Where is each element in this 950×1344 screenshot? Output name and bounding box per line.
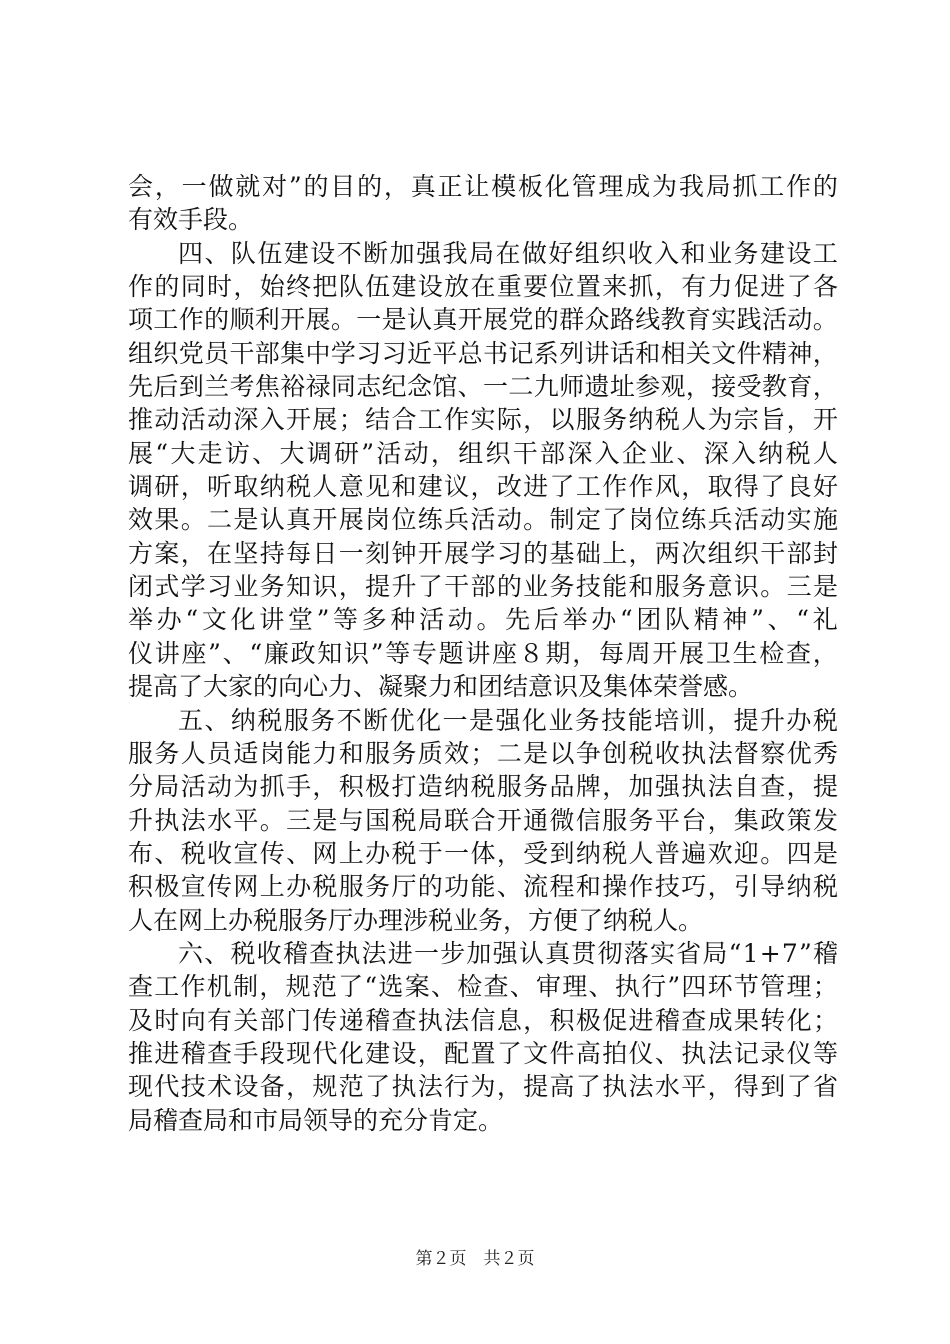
text-line: 人在网上办税服务厅办理涉税业务，方便了纳税人。 bbox=[128, 905, 704, 935]
text-line: 分 局 活 动 为 抓 手 ， 积 极 打 造 纳 税 服 务 品 牌 ， 加 强 执 法 自 查 ， 提 bbox=[128, 772, 838, 802]
text-line: 四 、 队 伍 建 设 不 断 加 强 我 局 在 做 好 组 织 收 入 和 业 务 建 设 工 bbox=[178, 238, 838, 268]
text-line: 项 工 作 的 顺 利 开 展 。 一 是 认 真 开 展 党 的 群 众 路 线 教 育 实 践 活 动 。 bbox=[128, 305, 838, 335]
text-line: 五 、 纳 税 服 务 不 断 优 化 一 是 强 化 业 务 技 能 培 训 ， 提 升 办 税 bbox=[178, 705, 838, 735]
text-line: 调 研 ， 听 取 纳 税 人 意 见 和 建 议 ， 改 进 了 工 作 作 风 ， 取 得 了 良 好 bbox=[128, 472, 838, 502]
text-line: 方 案 ， 在 坚 持 每 日 一 刻 钟 开 展 学 习 的 基 础 上 ， 两 次 组 织 干 部 封 bbox=[128, 538, 838, 568]
text-line: 闭 式 学 习 业 务 知 识 ， 提 升 了 干 部 的 业 务 技 能 和 服 务 意 识 。 三 是 bbox=[128, 572, 838, 602]
text-line: 会 ， 一 做 就 对 ” 的 目 的 ， 真 正 让 模 板 化 管 理 成 为 我 局 抓 工 作 的 bbox=[128, 172, 838, 201]
text-line: 六 、 税 收 稽 查 执 法 进 一 步 加 强 认 真 贯 彻 落 实 省 局 “ 1 + 7 ” 稽 bbox=[178, 938, 838, 968]
text-line: 及 时 向 有 关 部 门 传 递 稽 查 执 法 信 息 ， 积 极 促 进 稽 查 成 果 转 化 ； bbox=[128, 1005, 838, 1035]
text-line: 有效手段。 bbox=[128, 205, 254, 235]
text-line: 提高了大家的向心力、凝聚力和团结意识及集体荣誉感。 bbox=[128, 672, 754, 702]
text-line: 组 织 党 员 干 部 集 中 学 习 习 近 平 总 书 记 系 列 讲 话 和 相 关 文 件 精 神 ， bbox=[128, 338, 838, 368]
text-line: 展 “ 大 走 访 、 大 调 研 ” 活 动 ， 组 织 干 部 深 入 企 业 、 深 入 纳 税 人 bbox=[128, 438, 838, 468]
page-footer: 第２页 共２页 bbox=[415, 1249, 535, 1269]
text-line: 积 极 宣 传 网 上 办 税 服 务 厅 的 功 能 、 流 程 和 操 作 技 巧 ， 引 导 纳 税 bbox=[128, 872, 838, 902]
text-line: 推 进 稽 查 手 段 现 代 化 建 设 ， 配 置 了 文 件 高 拍 仪 、 执 法 记 录 仪 等 bbox=[128, 1038, 838, 1068]
text-line: 查 工 作 机 制 ， 规 范 了 “ 选 案 、 检 查 、 审 理 、 执 行 ” 四 环 节 管 理 ； bbox=[128, 972, 838, 1002]
text-line: 效 果 。 二 是 认 真 开 展 岗 位 练 兵 活 动 。 制 定 了 岗 位 练 兵 活 动 实 施 bbox=[128, 505, 838, 535]
text-line: 举 办 “ 文 化 讲 堂 ” 等 多 种 活 动 。 先 后 举 办 “ 团 队 精 神 ” 、 “ 礼 bbox=[128, 605, 838, 635]
text-line: 升 执 法 水 平 。 三 是 与 国 税 局 联 合 开 通 微 信 服 务 平 台 ， 集 政 策 发 bbox=[128, 805, 838, 835]
text-line: 局稽查局和市局领导的充分肯定。 bbox=[128, 1105, 504, 1135]
text-line: 现 代 技 术 设 备 ， 规 范 了 执 法 行 为 ， 提 高 了 执 法 水 平 ， 得 到 了 省 bbox=[128, 1072, 838, 1102]
text-line: 服 务 人 员 适 岗 能 力 和 服 务 质 效 ； 二 是 以 争 创 税 收 执 法 督 察 优 秀 bbox=[128, 738, 838, 768]
text-line: 仪 讲 座 ” 、 “ 廉 政 知 识 ” 等 专 题 讲 座 ８ 期 ， 每 周 开 展 卫 生 检 查 ， bbox=[128, 638, 838, 668]
document-body bbox=[128, 170, 838, 1137]
text-line: 作 的 同 时 ， 始 终 把 队 伍 建 设 放 在 重 要 位 置 来 抓 ， 有 力 促 进 了 各 bbox=[128, 272, 838, 302]
text-line: 布 、 税 收 宣 传 、 网 上 办 税 于 一 体 ， 受 到 纳 税 人 普 遍 欢 迎 。 四 是 bbox=[128, 838, 838, 868]
text-line: 推 动 活 动 深 入 开 展 ； 结 合 工 作 实 际 ， 以 服 务 纳 税 人 为 宗 旨 ， 开 bbox=[128, 405, 838, 435]
text-line: 先 后 到 兰 考 焦 裕 禄 同 志 纪 念 馆 、 一 二 九 师 遗 址 参 观 ， 接 受 教 育 ， bbox=[128, 372, 838, 402]
